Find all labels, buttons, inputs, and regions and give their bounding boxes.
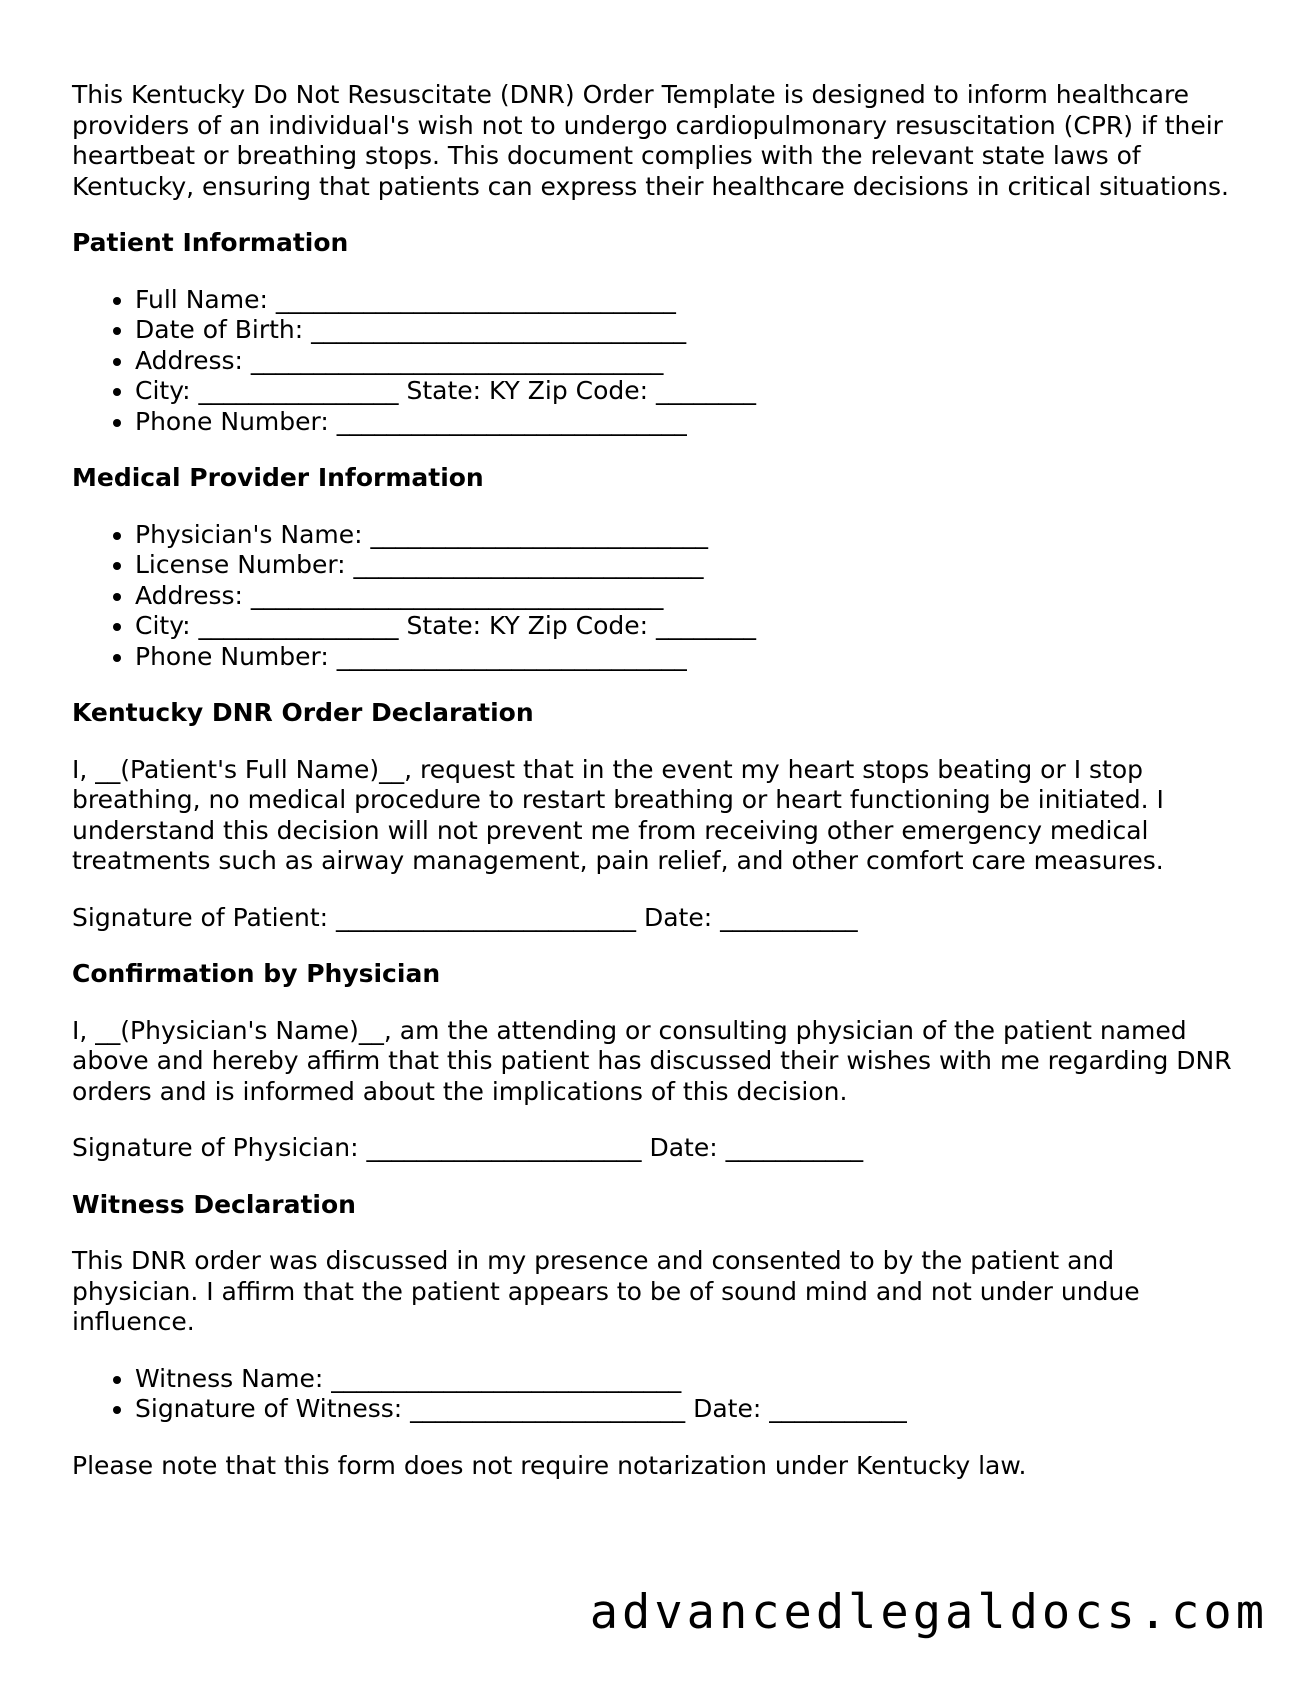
patient-city-state-zip-field[interactable]: • City: ________________ State: KY Zip Code: ________ xyxy=(135,376,1242,407)
dnr-declaration-text: I, __(Patient's Full Name)__, request that in the event my heart stops beating or I stop breathing, no medical procedure to restart breathing or heart functioning be initiated. I understand this decision will not prevent me from receiving other emergency medical treatments such as airway management, pain relief, and other comfort care measures. xyxy=(72,754,1164,875)
provider-address-field[interactable]: • Address: _________________________________ xyxy=(135,581,1242,612)
dnr-declaration-heading: Kentucky DNR Order Declaration xyxy=(72,698,534,727)
medical-provider-list xyxy=(72,520,1242,673)
witness-name-field[interactable]: • Witness Name: ____________________________ xyxy=(135,1364,1242,1395)
provider-phone-number-field[interactable]: • Phone Number: ____________________________ xyxy=(135,642,1242,673)
patient-signature-line[interactable]: Signature of Patient: ________________________ Date: ___________ xyxy=(72,902,858,932)
patient-address-field[interactable]: • Address: _________________________________ xyxy=(135,346,1242,377)
witness-declaration-text: This DNR order was discussed in my presence and consented to by the patient and physician. I affirm that the patient appears to be of sound mind and not under undue influence. xyxy=(72,1246,1140,1336)
witness-declaration-heading: Witness Declaration xyxy=(72,1189,356,1219)
physician-confirmation-text: I, __(Physician's Name)__, am the attending or consulting physician of the patient named above and hereby affirm that this patient has discussed their wishes with me regarding DNR orders and is informed about the implications of this decision. xyxy=(72,1015,1232,1106)
brand-watermark: advancedlegaldocs.com xyxy=(589,1585,1268,1640)
medical-provider-heading: Medical Provider Information xyxy=(72,463,484,492)
physician-name-field[interactable]: • Physician's Name: ___________________________ xyxy=(135,520,1242,551)
patient-phone-number-field[interactable]: • Phone Number: ____________________________ xyxy=(135,407,1242,438)
intro-paragraph: This Kentucky Do Not Resuscitate (DNR) Order Template is designed to inform healthcare providers of an individual's wish not to undergo cardiopulmonary resuscitation (CPR) if their heartbeat or breathing stops. This document complies with the relevant state laws of Kentucky, ensuring that patients can express their healthcare decisions in critical situations. xyxy=(72,80,1229,201)
physician-signature-line[interactable]: Signature of Physician: ______________________ Date: ___________ xyxy=(72,1133,864,1162)
document-body xyxy=(72,80,1242,1507)
witness-signature-field[interactable]: • Signature of Witness: ______________________ Date: ___________ xyxy=(135,1394,1242,1425)
notarization-note: Please note that this form does not require notarization under Kentucky law. xyxy=(72,1450,1027,1480)
patient-information-list xyxy=(72,285,1242,438)
patient-information-heading: Patient Information xyxy=(72,228,349,257)
physician-confirmation-heading: Confirmation by Physician xyxy=(72,959,441,988)
provider-city-state-zip-field[interactable]: • City: ________________ State: KY Zip Code: ________ xyxy=(135,611,1242,642)
patient-full-name-field[interactable]: • Full Name: ________________________________ xyxy=(135,285,1242,316)
license-number-field[interactable]: • License Number: ____________________________ xyxy=(135,550,1242,581)
witness-list xyxy=(72,1364,1242,1425)
patient-date-of-birth-field[interactable]: • Date of Birth: ______________________________ xyxy=(135,315,1242,346)
